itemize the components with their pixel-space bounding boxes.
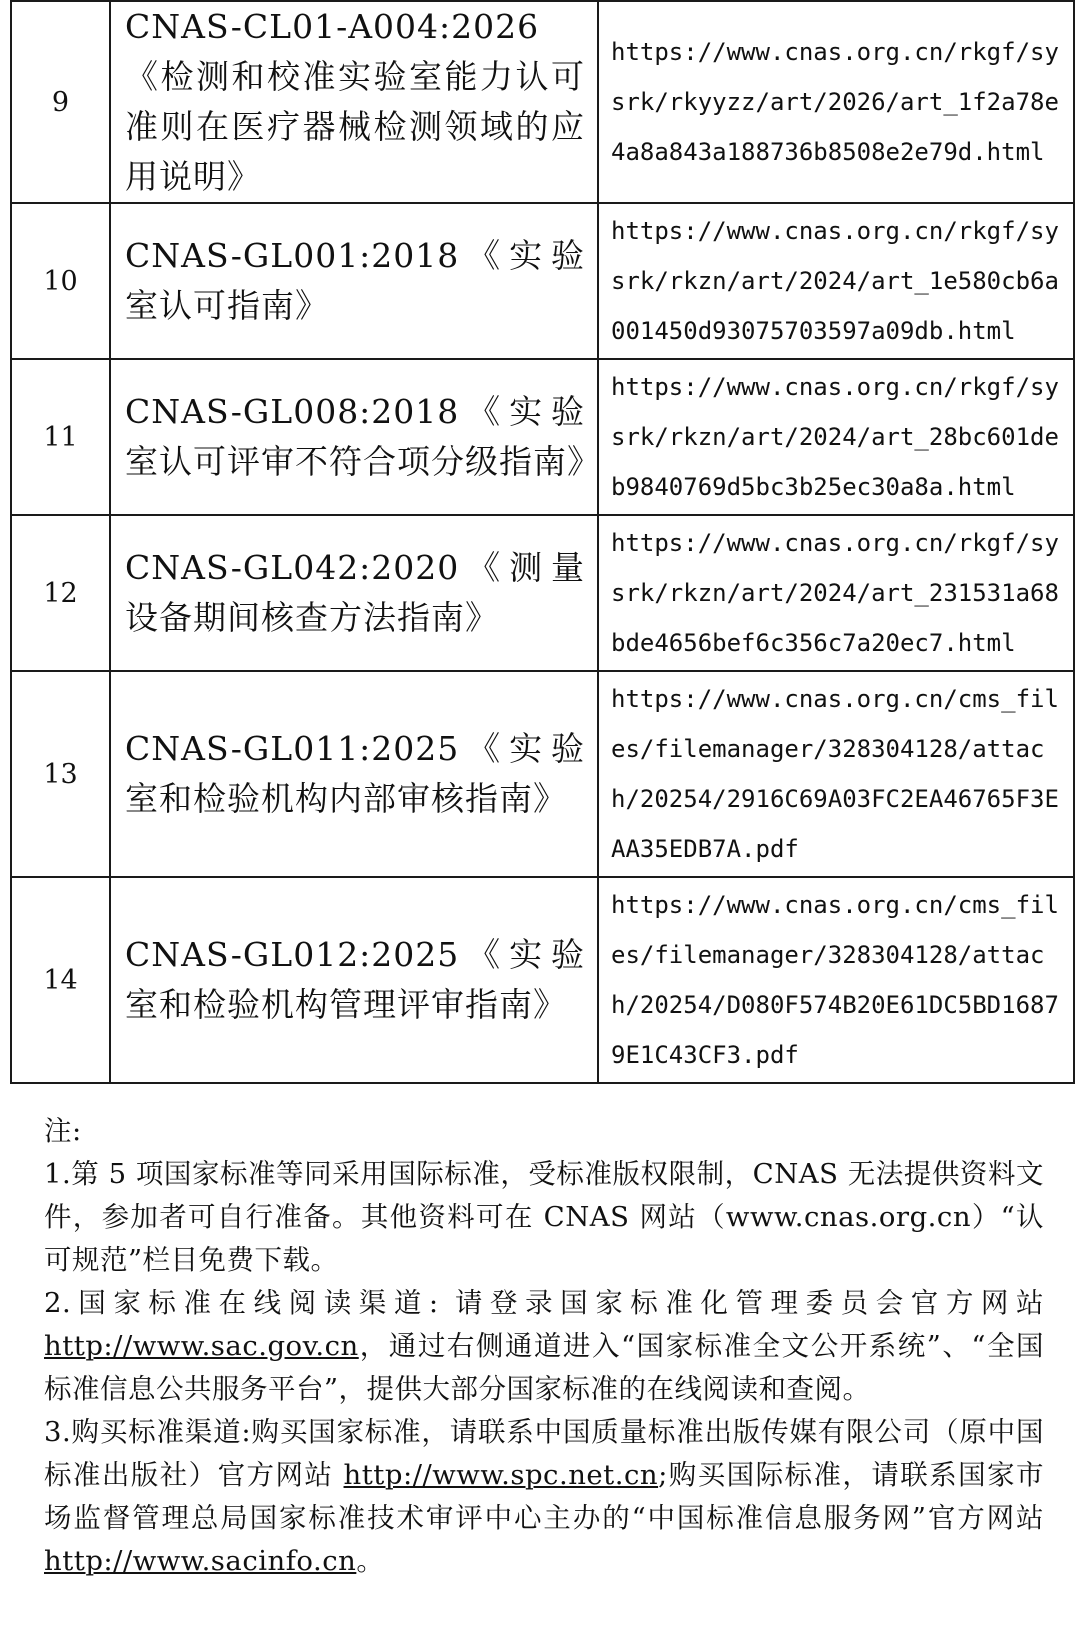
row-number: 12: [11, 515, 110, 671]
row-number: 14: [11, 877, 110, 1083]
document-title: CNAS-GL012:2025《实验室和检验机构管理评审指南》: [110, 877, 598, 1083]
document-title: CNAS-GL008:2018《实验室认可评审不符合项分级指南》: [110, 359, 598, 515]
document-url[interactable]: https://www.cnas.org.cn/rkgf/sysrk/rkzn/art/2024/art_231531a68bde4656bef6c356c7a20ec7.html: [598, 515, 1074, 671]
document-title: CNAS-GL042:2020《测量设备期间核查方法指南》: [110, 515, 598, 671]
reference-table: [10, 0, 1075, 1084]
document-title: CNAS-GL001:2018《实验室认可指南》: [110, 203, 598, 359]
document-url[interactable]: https://www.cnas.org.cn/cms_files/filemanager/328304128/attach/20254/D080F574B20E61DC5BD16879E1C43CF3.pdf: [598, 877, 1074, 1083]
row-number: 13: [11, 671, 110, 877]
document-title: CNAS-CL01-A004:2026《检测和校准实验室能力认可准则在医疗器械检测领域的应用说明》: [110, 1, 598, 203]
table-row: [11, 877, 1074, 1083]
spc-link[interactable]: http://www.spc.net.cn: [343, 1459, 659, 1491]
table-row: [11, 1, 1074, 203]
table-row: [11, 203, 1074, 359]
table-row: [11, 359, 1074, 515]
note-3-text-cont: ;购买国际标准，请联系国家市场监督管理总局国家标准技术审评中心主办的“中国标准信息服务网”官方网站: [44, 1459, 1045, 1534]
document-url[interactable]: https://www.cnas.org.cn/rkgf/sysrk/rkzn/art/2024/art_1e580cb6a001450d93075703597a09db.html: [598, 203, 1074, 359]
note-2: [44, 1282, 1044, 1411]
row-number: 10: [11, 203, 110, 359]
document-url[interactable]: https://www.cnas.org.cn/cms_files/filemanager/328304128/attach/20254/2916C69A03FC2EA46765F3EAA35EDB7A.pdf: [598, 671, 1074, 877]
table-row: [11, 671, 1074, 877]
table-row: [11, 515, 1074, 671]
row-number: 9: [11, 1, 110, 203]
notes-heading: 注:: [44, 1115, 82, 1147]
document-title: CNAS-GL011:2025《实验室和检验机构内部审核指南》: [110, 671, 598, 877]
sac-link[interactable]: http://www.sac.gov.cn: [44, 1330, 359, 1362]
document-url[interactable]: https://www.cnas.org.cn/rkgf/sysrk/rkzn/art/2024/art_28bc601deb9840769d5bc3b25ec30a8a.html: [598, 359, 1074, 515]
sacinfo-link[interactable]: http://www.sacinfo.cn: [44, 1545, 357, 1577]
row-number: 11: [11, 359, 110, 515]
document-url[interactable]: https://www.cnas.org.cn/rkgf/sysrk/rkyyzz/art/2026/art_1f2a78e4a8a843a188736b8508e2e79d.html: [598, 1, 1074, 203]
notes-section: [44, 1110, 1044, 1583]
note-2-text: 2.国家标准在线阅读渠道: 请登录国家标准化管理委员会官方网站: [44, 1287, 1044, 1319]
note-3-end: 。: [356, 1545, 385, 1577]
note-3-text: 3.购买标准渠道:购买国家标准，请联系中国质量标准出版传媒有限公司（原中国标准出版社）官方网站: [44, 1416, 1044, 1491]
note-1: 1.第 5 项国家标准等同采用国际标准，受标准版权限制，CNAS 无法提供资料文件，参加者可自行准备。其他资料可在 CNAS 网站（www.cnas.org.cn）“认可规范”栏目免费下载。: [44, 1158, 1044, 1276]
note-2-text-cont: ，通过右侧通道进入“国家标准全文公开系统”、“全国标准信息公共服务平台”，提供大部分国家标准的在线阅读和查阅。: [44, 1330, 1044, 1405]
note-3: [44, 1411, 1044, 1583]
